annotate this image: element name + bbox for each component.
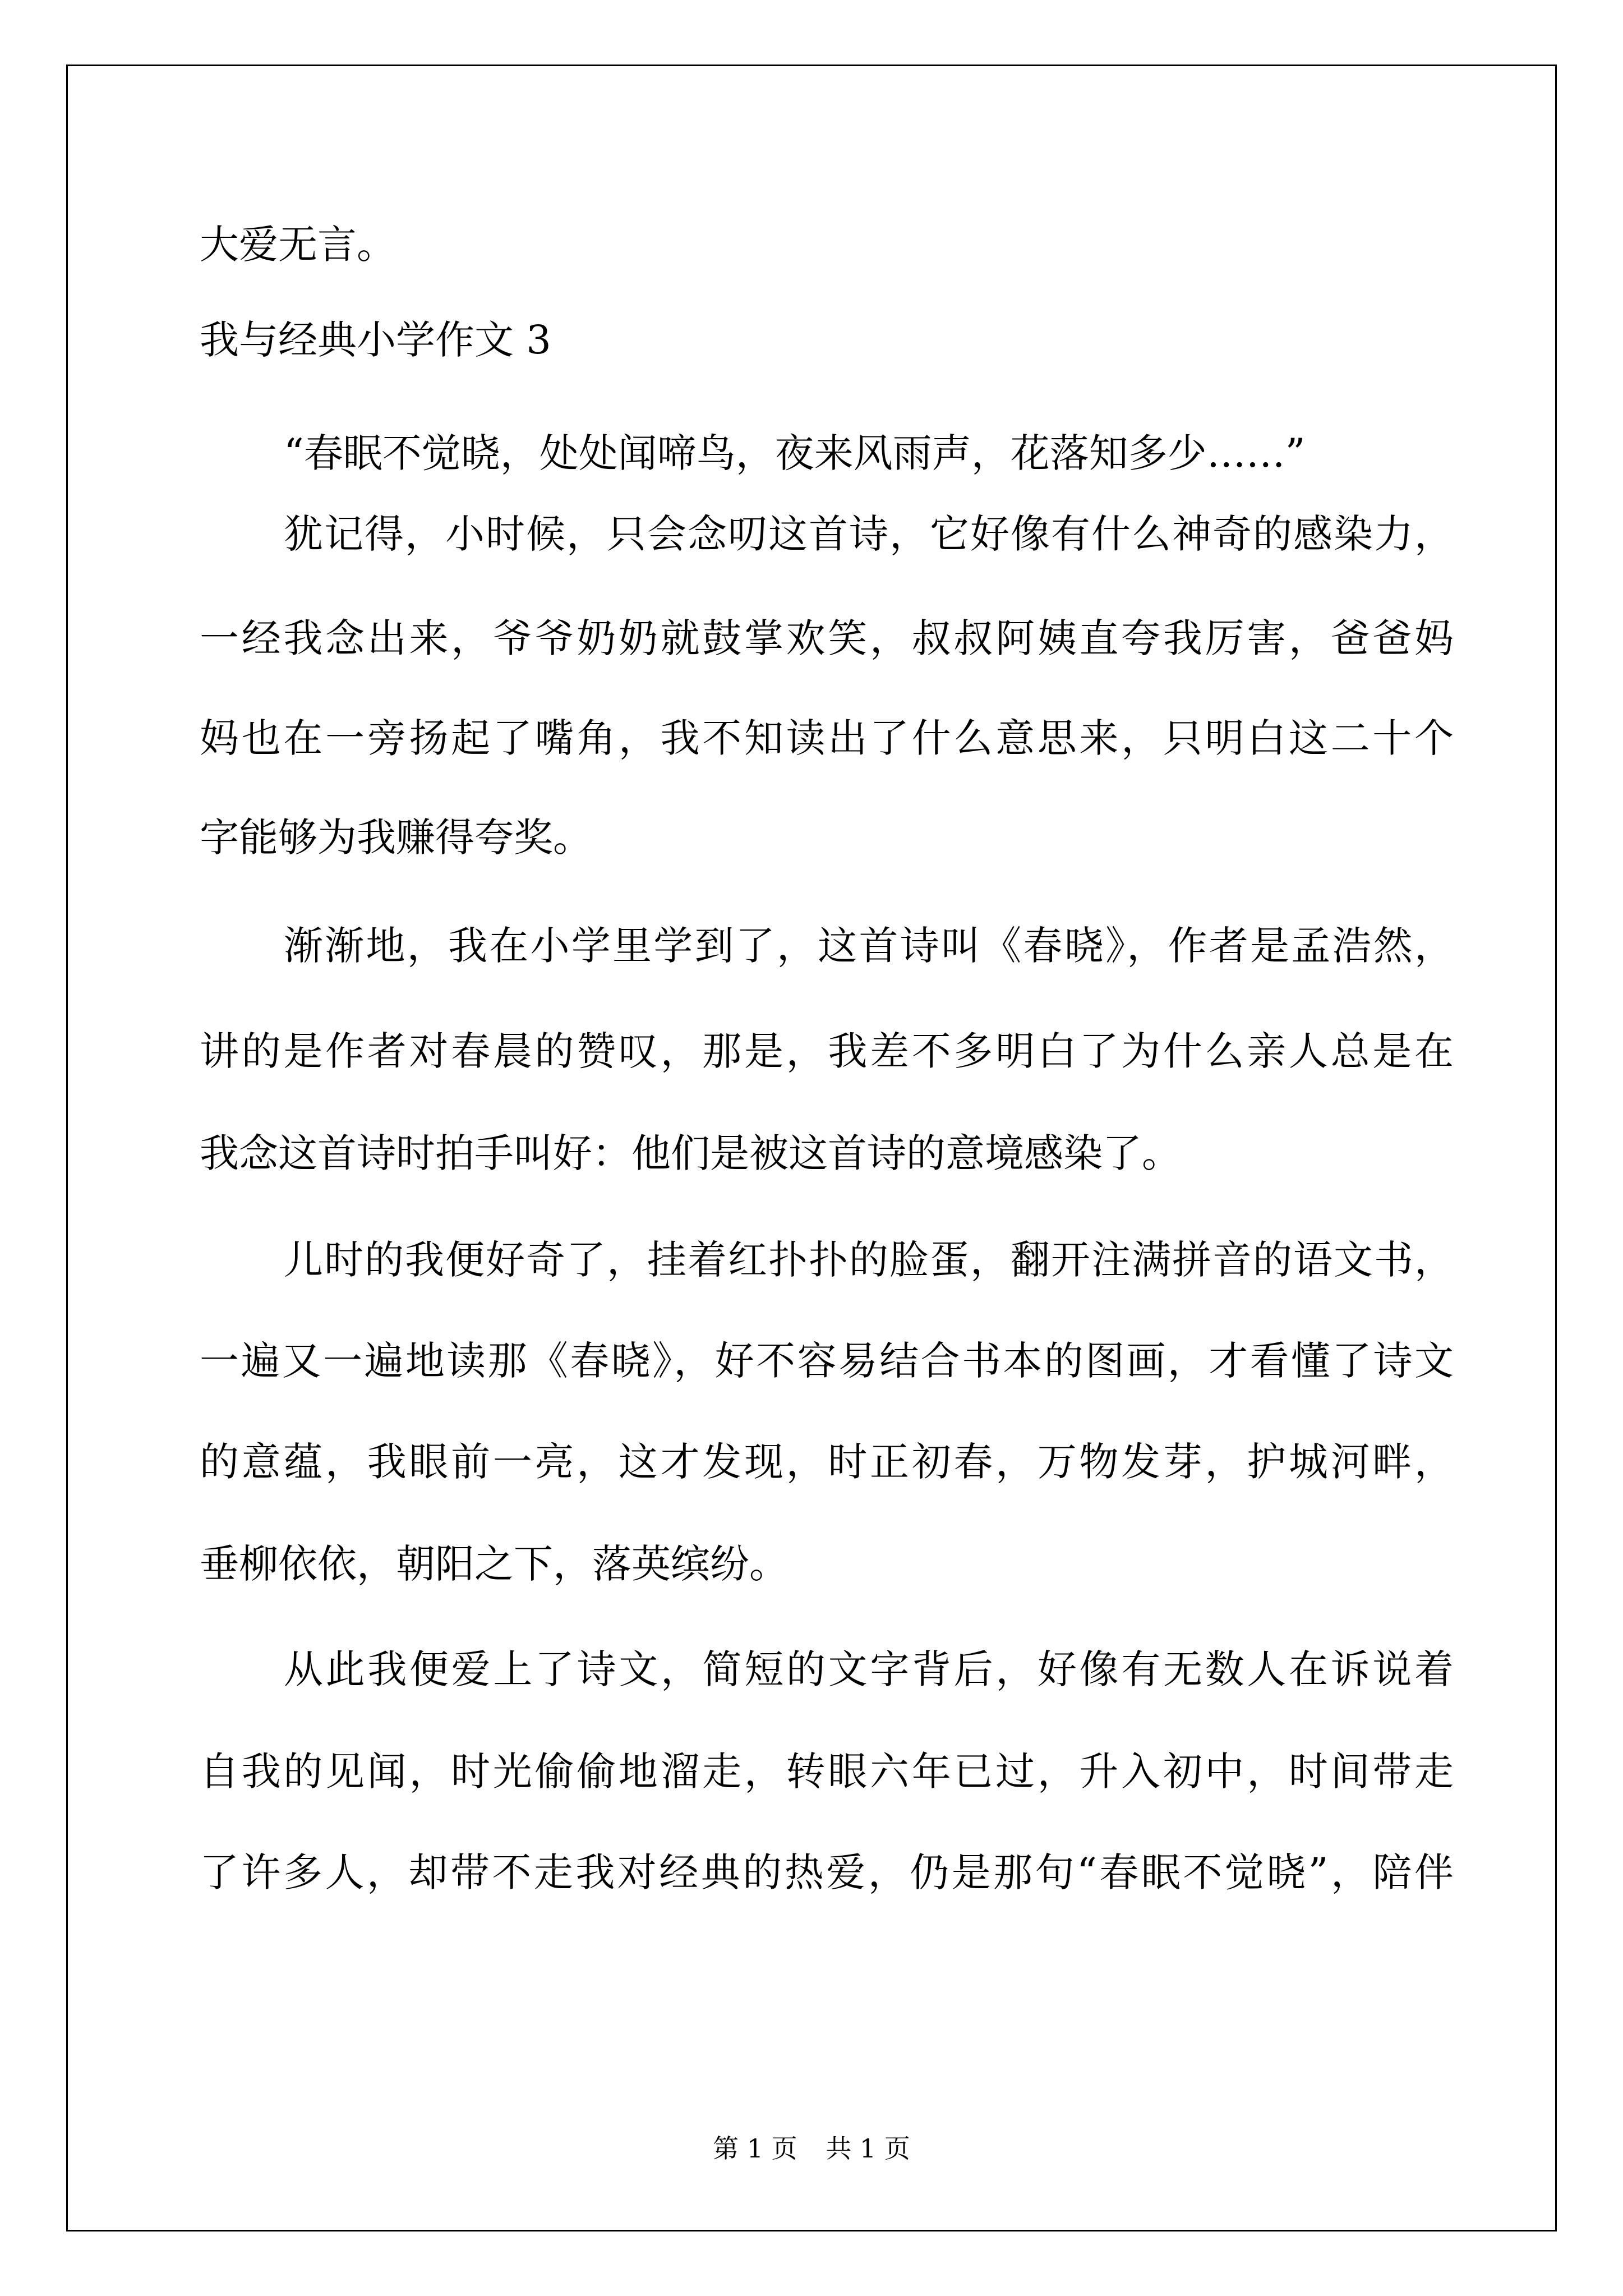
text-line: 儿时的我便好奇了，挂着红扑扑的脸蛋，翻开注满拼音的语文书， — [284, 1237, 1454, 1283]
poem-quote: “春眠不觉晓，处处闻啼鸟，夜来风雨声，花落知多少……” — [284, 430, 1306, 476]
text-line: 字能够为我赚得夸奖。 — [200, 815, 592, 861]
page-number: 第 1 页 — [713, 2133, 797, 2164]
section-heading: 我与经典小学作文 3 — [200, 317, 551, 363]
text-line: 讲的是作者对春晨的赞叹，那是，我差不多明白了为什么亲人总是在 — [200, 1028, 1454, 1074]
page-footer — [0, 2132, 1623, 2165]
text-line: 大爱无言。 — [200, 222, 396, 268]
total-pages: 共 1 页 — [826, 2133, 910, 2164]
text-line: 一遍又一遍地读那《春晓》，好不容易结合书本的图画，才看懂了诗文 — [200, 1338, 1454, 1384]
text-line: 一经我念出来，爷爷奶奶就鼓掌欢笑，叔叔阿姨直夸我厉害，爸爸妈 — [200, 615, 1454, 661]
text-line: 自我的见闻，时光偷偷地溜走，转眼六年已过，升入初中，时间带走 — [200, 1749, 1454, 1795]
text-line: 渐渐地，我在小学里学到了，这首诗叫《春晓》，作者是孟浩然， — [284, 923, 1454, 969]
text-line: 从此我便爱上了诗文，简短的文字背后，好像有无数人在诉说着 — [284, 1646, 1454, 1692]
text-line: 妈也在一旁扬起了嘴角，我不知读出了什么意思来，只明白这二十个 — [200, 715, 1454, 761]
text-line: 了许多人，却带不走我对经典的热爱，仍是那句“春眠不觉晓”，陪伴 — [200, 1849, 1454, 1895]
text-line: 我念这首诗时拍手叫好：他们是被这首诗的意境感染了。 — [200, 1130, 1181, 1176]
text-line: 犹记得，小时候，只会念叨这首诗，它好像有什么神奇的感染力， — [284, 511, 1454, 557]
text-line: 垂柳依依，朝阳之下，落英缤纷。 — [200, 1541, 789, 1587]
text-line: 的意蕴，我眼前一亮，这才发现，时正初春，万物发芽，护城河畔， — [200, 1439, 1454, 1485]
